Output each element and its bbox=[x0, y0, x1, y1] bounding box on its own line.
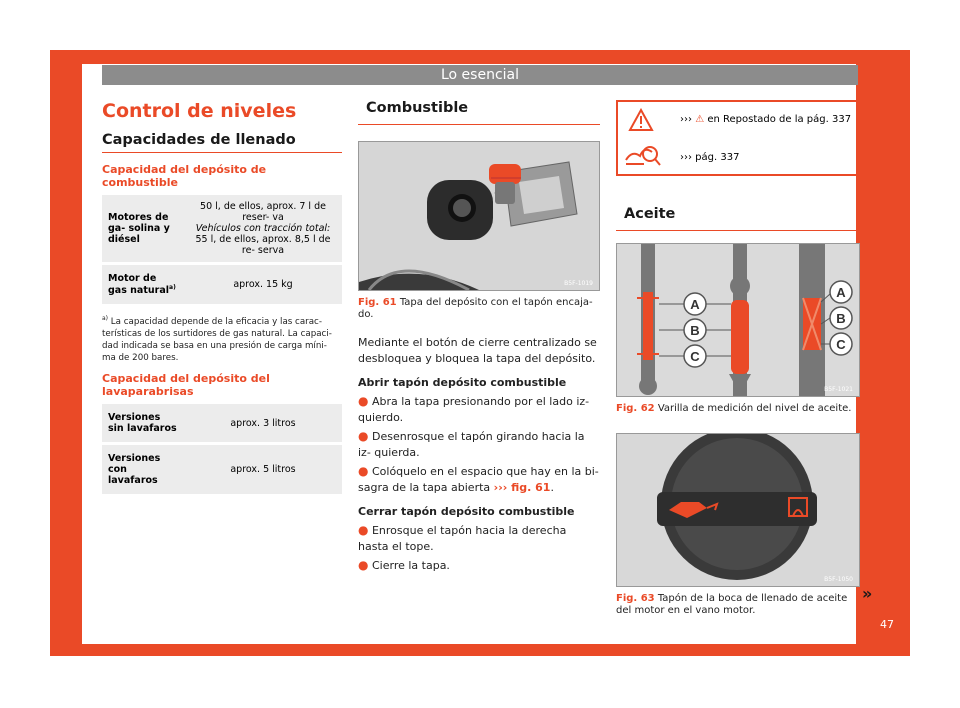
fuel-intro: Mediante el botón de cierre centralizado se desbloquea y bloquea la tapa del depósito. bbox=[358, 336, 597, 365]
table-row bbox=[102, 404, 342, 444]
list-item bbox=[358, 393, 600, 426]
oil-cap-illustration bbox=[617, 434, 859, 586]
value-line: Vehículos con tracción total: bbox=[195, 223, 331, 234]
table-row bbox=[102, 444, 342, 496]
table-cell-label: Versiones con lavafaros bbox=[102, 444, 184, 496]
list-item bbox=[358, 557, 600, 574]
page-title: Control de niveles bbox=[102, 100, 297, 122]
table-cell-label: Motores de ga- solina y diésel bbox=[102, 195, 184, 264]
table-cell-value: aprox. 3 litros bbox=[184, 404, 342, 444]
footnote-mark: a) bbox=[102, 315, 109, 323]
title-rule bbox=[358, 124, 600, 125]
table-cell-label: Versiones sin lavafaros bbox=[102, 404, 184, 444]
environment-reference[interactable]: ››› pág. 337 bbox=[680, 152, 740, 163]
fuel-capacity-table bbox=[102, 195, 342, 307]
list-item bbox=[358, 428, 600, 461]
list-item bbox=[358, 522, 600, 555]
fuel-cap-illustration bbox=[359, 142, 599, 290]
right-column bbox=[616, 100, 860, 617]
caption-text: Varilla de medición del nivel de aceite. bbox=[657, 403, 852, 414]
middle-column bbox=[358, 100, 600, 574]
value-line: 55 l, de ellos, aprox. 8,5 l de re- serva bbox=[195, 234, 331, 256]
step-text: Colóquelo en el espacio que hay en la bi- sagra de la tapa abierta bbox=[358, 465, 599, 494]
dipstick-illustration bbox=[617, 244, 859, 396]
step-text: Cierre la tapa. bbox=[371, 559, 450, 572]
step-text: Enrosque el tapón hacia la derecha hasta el tope. bbox=[358, 524, 567, 553]
footnote bbox=[102, 313, 342, 364]
title-rule bbox=[102, 152, 342, 153]
fuel-capacity-title: Capacidad del depósito de combustible bbox=[102, 163, 267, 189]
section-title-capacities: Capacidades de llenado bbox=[102, 132, 296, 148]
page-number: 47 bbox=[880, 618, 894, 631]
table-cell-label bbox=[102, 264, 184, 306]
warning-triangle-icon bbox=[628, 108, 654, 132]
section-title-fuel: Combustible bbox=[366, 100, 469, 116]
bullet-icon: ● bbox=[358, 523, 369, 537]
warning-reference[interactable] bbox=[680, 114, 851, 125]
figure-62 bbox=[616, 243, 860, 397]
figure-code: B5F-1019 bbox=[564, 280, 593, 287]
environment-icon bbox=[624, 142, 662, 168]
small-warning-icon: ⚠ bbox=[695, 114, 705, 125]
list-item: ● Colóquelo en el espacio que hay en la bi- sagra de la tapa abierta ››› fig. 61. bbox=[358, 464, 599, 494]
figure-code: B5F-1021 bbox=[824, 386, 853, 393]
section-title-oil: Aceite bbox=[624, 206, 676, 222]
bullet-icon: ● bbox=[358, 429, 369, 443]
section-header: Lo esencial bbox=[102, 65, 858, 85]
figure-number: Fig. 62 bbox=[616, 403, 655, 414]
cell-text: Motor de gas natural bbox=[108, 273, 170, 297]
figure-number: Fig. 61 bbox=[358, 297, 397, 308]
figure-61 bbox=[358, 141, 600, 291]
ref-text: en Repostado de la pág. 337 bbox=[707, 114, 852, 125]
figure-link[interactable]: ››› fig. 61 bbox=[493, 481, 551, 494]
figure-63-caption bbox=[616, 593, 860, 617]
table-row bbox=[102, 264, 342, 306]
close-cap-title: Cerrar tapón depósito combustible bbox=[358, 505, 575, 518]
label-b: B bbox=[690, 323, 700, 338]
warning-box bbox=[616, 100, 860, 176]
label-b: B bbox=[836, 311, 846, 326]
continue-mark: » bbox=[862, 584, 873, 603]
caption-text: Tapa del depósito con el tapón encaja- do. bbox=[358, 297, 593, 320]
ref-arrows: ››› bbox=[680, 114, 692, 125]
figure-number: Fig. 63 bbox=[616, 593, 655, 604]
step-text: Desenrosque el tapón girando hacia la iz- quierda. bbox=[358, 430, 585, 459]
bullet-icon: ● bbox=[358, 394, 369, 408]
bullet-icon: ● bbox=[358, 558, 369, 572]
label-c: C bbox=[836, 337, 846, 352]
bullet-icon: ● bbox=[358, 464, 369, 478]
table-row bbox=[102, 195, 342, 264]
value-line: 50 l, de ellos, aprox. 7 l de reser- va bbox=[200, 201, 326, 223]
table-cell-value: aprox. 15 kg bbox=[184, 264, 342, 306]
washer-capacity-table bbox=[102, 404, 342, 497]
figure-61-caption bbox=[358, 297, 600, 321]
footnote-text: La capacidad depende de la eficacia y las carac- terísticas de los surtidores de gas natural. La capaci- dad indicada se basa en una presión de carga míni- ma de 200 bares. bbox=[102, 317, 332, 364]
open-cap-title: Abrir tapón depósito combustible bbox=[358, 376, 567, 389]
footnote-ref: a) bbox=[169, 284, 176, 291]
table-cell-value: aprox. 5 litros bbox=[184, 444, 342, 496]
figure-63 bbox=[616, 433, 860, 587]
left-column bbox=[102, 100, 342, 497]
step-text: Abra la tapa presionando por el lado iz- quierdo. bbox=[358, 395, 590, 424]
label-c: C bbox=[690, 349, 700, 364]
label-a: A bbox=[836, 285, 846, 300]
table-cell-value bbox=[184, 195, 342, 264]
caption-text: Tapón de la boca de llenado de aceite del motor en el vano motor. bbox=[616, 593, 848, 616]
figure-62-caption bbox=[616, 403, 860, 415]
title-rule bbox=[616, 230, 860, 231]
washer-capacity-title: Capacidad del depósito del lavaparabrisas bbox=[102, 372, 270, 399]
label-a: A bbox=[690, 297, 700, 312]
figure-code: B5F-1050 bbox=[824, 576, 853, 583]
